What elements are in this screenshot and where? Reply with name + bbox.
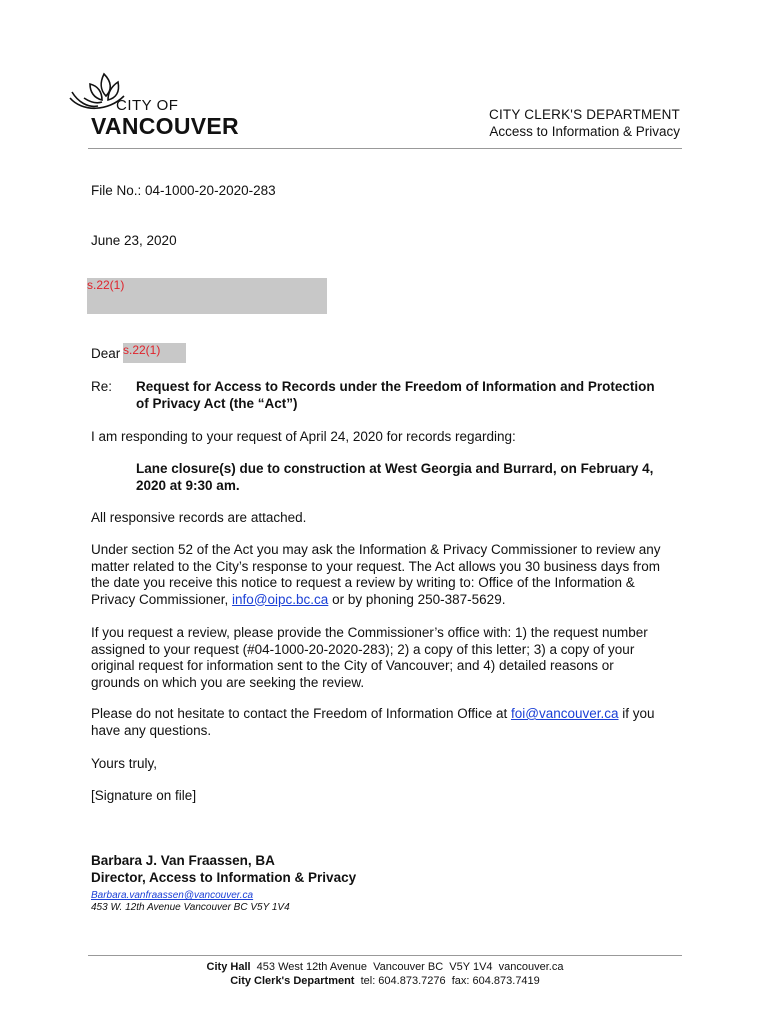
salutation: Dear (91, 346, 121, 361)
contact-line-1-text: Please do not hesitate to contact the Freedom of Information Office at (91, 706, 511, 721)
section-52-line-4 (91, 592, 691, 609)
footer-line-1 (0, 960, 770, 974)
section-52-line-4-text: Privacy Commissioner, (91, 591, 233, 607)
responding-paragraph: I am responding to your request of April 24, 2020 for records regarding: (91, 429, 516, 444)
footer-line-2 (0, 974, 770, 988)
review-paragraph (91, 625, 691, 691)
signer-name: Barbara J. Van Fraassen, BA (91, 853, 275, 868)
footer-cityhall-text: 453 West 12th Avenue Vancouver BC V5Y 1V4 vancouver.ca (250, 961, 564, 973)
department-subtitle: Access to Information & Privacy (489, 124, 680, 139)
review-line-3: original request for information sent to the City of Vancouver; and 4) detailed reasons or (91, 658, 614, 673)
logo-vancouver-text: VANCOUVER (91, 113, 239, 139)
header-divider (88, 148, 682, 149)
section-52-line-4-phone: or by phoning 250-387-5629. (328, 591, 506, 607)
redaction-code: s.22(1) (123, 343, 161, 357)
footer-cityhall-label: City Hall (206, 961, 251, 973)
review-line-4: grounds on which you are seeking the review. (91, 674, 365, 690)
signer-title: Director, Access to Information & Privacy (91, 869, 357, 885)
department-heading (489, 106, 680, 140)
request-subject-line-1: Lane closure(s) due to construction at West Georgia and Burrard, on February 4, (136, 461, 654, 476)
footer (0, 960, 770, 988)
footer-divider (88, 955, 682, 956)
signer-address: 453 W. 12th Avenue Vancouver BC V5Y 1V4 (91, 902, 290, 913)
letter-date: June 23, 2020 (91, 233, 177, 248)
review-line-1: If you request a review, please provide the Commissioner’s office with: 1) the request number (91, 625, 648, 640)
attached-paragraph: All responsive records are attached. (91, 510, 307, 525)
foi-email-link[interactable]: foi@vancouver.ca (511, 706, 619, 721)
oipc-email-link[interactable]: info@oipc.bc.ca (232, 591, 329, 607)
re-label: Re: (91, 379, 113, 394)
section-52-line-2: matter related to the City’s response to your request. The Act allows you 30 business days from (91, 558, 661, 574)
re-subject (136, 379, 655, 412)
contact-line-1 (91, 706, 691, 723)
signature-placeholder: [Signature on file] (91, 788, 197, 803)
review-line-2: assigned to your request (#04-1000-20-2020-283); 2) a copy of this letter; 3) a copy of your (91, 641, 635, 657)
redacted-address-block (87, 278, 327, 314)
closing: Yours truly, (91, 756, 158, 771)
contact-line-2: have any questions. (91, 722, 212, 738)
signer-email-link[interactable]: Barbara.vanfraassen@vancouver.ca (91, 890, 254, 901)
department-name: CITY CLERK'S DEPARTMENT (489, 107, 680, 122)
section-52-line-1: Under section 52 of the Act you may ask the Information & Privacy Commissioner to review any (91, 542, 661, 557)
re-subject-line-2: of Privacy Act (the “Act”) (136, 395, 298, 411)
request-subject (136, 461, 653, 494)
contact-paragraph (91, 706, 691, 739)
file-number: File No.: 04-1000-20-2020-283 (91, 183, 276, 198)
section-52-paragraph (91, 542, 691, 608)
footer-dept-text: tel: 604.873.7276 fax: 604.873.7419 (354, 975, 540, 987)
re-subject-line-1: Request for Access to Records under the Freedom of Information and Protection (136, 379, 655, 394)
contact-line-1-end: if you (618, 706, 655, 721)
signer-block (91, 853, 356, 914)
redaction-code: s.22(1) (87, 278, 125, 292)
section-52-line-3: the date you receive this notice to request a review by writing to: Office of the Information & (91, 575, 635, 590)
redacted-name (123, 343, 186, 363)
footer-dept-label: City Clerk's Department (230, 975, 355, 987)
request-subject-line-2: 2020 at 9:30 am. (136, 477, 240, 493)
logo-city-of-text: CITY OF (116, 97, 179, 114)
